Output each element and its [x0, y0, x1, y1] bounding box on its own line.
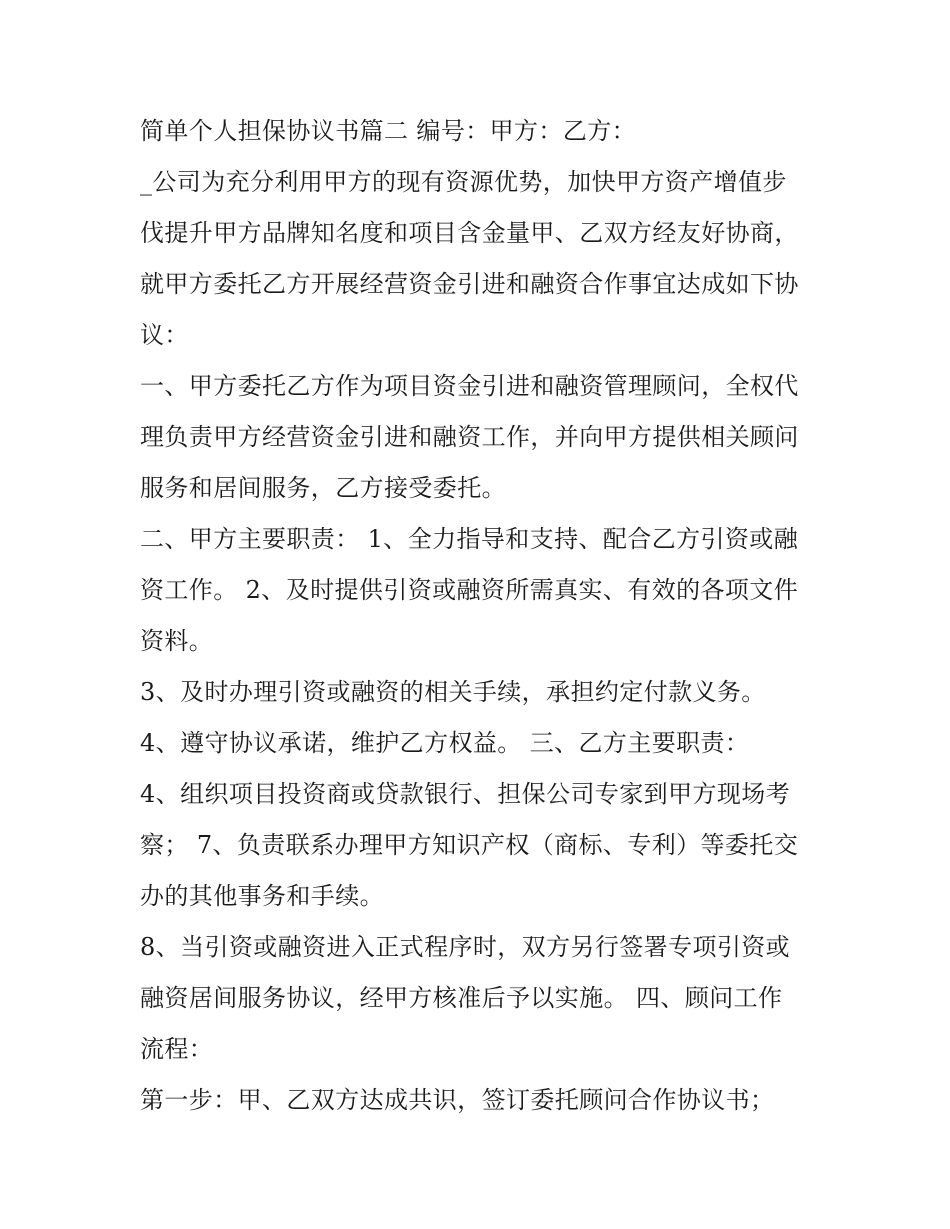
text-line: 流程： — [140, 1035, 214, 1063]
text-line: _公司为充分利用甲方的现有资源优势，加快甲方资产增值步 — [140, 168, 787, 196]
text-line: 二、甲方主要职责： 1、全力指导和支持、配合乙方引资或融 — [140, 525, 799, 553]
text-line: 一、甲方委托乙方作为项目资金引进和融资管理顾问，全权代 — [140, 372, 799, 400]
text-line: 办的其他事务和手续。 — [140, 882, 384, 910]
text-line: 融资居间服务协议，经甲方核准后予以实施。 四、顾问工作 — [140, 984, 783, 1012]
text-line: 第一步：甲、乙双方达成共识，签订委托顾问合作协议书； — [140, 1086, 775, 1114]
text-line: 8、当引资或融资进入正式程序时，双方另行签署专项引资或 — [140, 933, 791, 961]
text-line: 察； 7、负责联系办理甲方知识产权（商标、专利）等委托交 — [140, 831, 799, 859]
text-line: 伐提升甲方品牌知名度和项目含金量甲、乙双方经友好协商， — [140, 219, 799, 247]
text-line: 4、遵守协议承诺，维护乙方权益。 三、乙方主要职责： — [140, 729, 750, 757]
text-line: 4、组织项目投资商或贷款银行、担保公司专家到甲方现场考 — [140, 780, 791, 808]
text-line: 简单个人担保协议书篇二 编号：甲方：乙方： — [140, 117, 637, 145]
text-line: 资料。 — [140, 627, 214, 655]
text-line: 理负责甲方经营资金引进和融资工作，并向甲方提供相关顾问 — [140, 423, 799, 451]
text-line: 议： — [140, 321, 189, 349]
document-body — [140, 106, 820, 1126]
text-line: 3、及时办理引资或融资的相关手续，承担约定付款义务。 — [140, 678, 766, 706]
text-line: 就甲方委托乙方开展经营资金引进和融资合作事宜达成如下协 — [140, 270, 799, 298]
text-line: 服务和居间服务，乙方接受委托。 — [140, 474, 506, 502]
text-line: 资工作。 2、及时提供引资或融资所需真实、有效的各项文件 — [140, 576, 799, 604]
